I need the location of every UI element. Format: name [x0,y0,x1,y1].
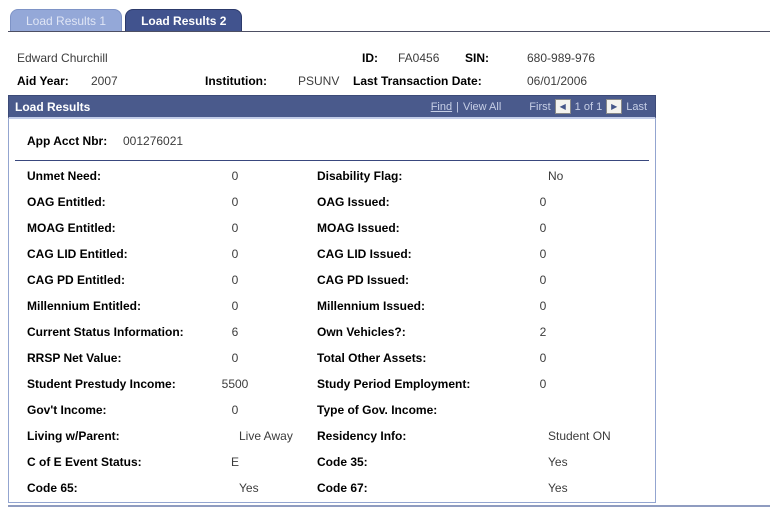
field-value: Live Away [239,429,293,443]
field-value: 0 [539,195,547,209]
field-value: Student ON [548,429,611,443]
field-value: Yes [548,455,568,469]
field-label: Current Status Information: [27,325,184,339]
field-value: 0 [231,351,239,365]
field-label: Gov't Income: [27,403,107,417]
field-label: Code 35: [317,455,368,469]
id-label: ID: [362,51,378,65]
sin-label: SIN: [465,51,489,65]
load-results-groupbox [8,96,656,503]
tab-load-results-1[interactable]: Load Results 1 [10,9,122,31]
field-value: 0 [231,273,239,287]
app-acct-value: 001276021 [123,134,184,148]
field-value: 0 [231,195,239,209]
view-all-link[interactable]: View All [462,100,502,113]
field-row [9,241,655,267]
aid-year-label: Aid Year: [17,74,69,88]
field-row [9,371,655,397]
field-value: 0 [539,221,547,235]
field-value: 0 [231,403,239,417]
field-row [9,215,655,241]
field-label: Unmet Need: [27,169,102,183]
field-value: 0 [539,377,547,391]
field-label: MOAG Entitled: [27,221,116,235]
tab-underline [8,31,770,32]
field-label: Type of Gov. Income: [317,403,438,417]
field-label: Residency Info: [317,429,407,443]
field-value: 0 [231,299,239,313]
field-row [9,319,655,345]
field-label: Own Vehicles?: [317,325,406,339]
field-value: 6 [231,325,239,339]
field-value: No [548,169,564,183]
tab-load-results-2[interactable]: Load Results 2 [125,9,242,31]
field-row [9,189,655,215]
field-label: Study Period Employment: [317,377,471,391]
bottom-divider [8,505,770,507]
field-row [9,345,655,371]
field-row [9,163,655,189]
tab-bar [10,9,242,31]
app-acct-label: App Acct Nbr: [27,134,108,148]
field-label: Total Other Assets: [317,351,427,365]
field-label: CAG PD Entitled: [27,273,125,287]
field-value: 5500 [221,377,249,391]
field-label: MOAG Issued: [317,221,400,235]
field-label: Student Prestudy Income: [27,377,176,391]
field-value: 0 [231,247,239,261]
sin-value: 680-989-976 [527,51,596,65]
field-label: C of E Event Status: [27,455,142,469]
field-label: CAG LID Issued: [317,247,412,261]
field-row [9,293,655,319]
app-acct-row [9,119,655,153]
field-label: CAG PD Issued: [317,273,410,287]
prev-page-button[interactable] [555,99,571,114]
first-label: First [529,100,551,113]
student-name: Edward Churchill [17,51,108,65]
field-value: 0 [539,351,547,365]
aid-year-value: 2007 [91,74,118,88]
field-row [9,475,655,501]
field-value: 0 [539,299,547,313]
page-indicator: 1 of 1 [574,100,603,113]
field-label: OAG Issued: [317,195,390,209]
last-transaction-value: 06/01/2006 [527,74,588,88]
field-grid [9,163,655,501]
field-row [9,397,655,423]
field-value: Yes [548,481,568,495]
field-label: Millennium Issued: [317,299,426,313]
field-value: 0 [539,247,547,261]
field-value: Yes [239,481,259,495]
field-label: Code 67: [317,481,368,495]
find-link[interactable]: Find [430,100,453,113]
next-page-button[interactable] [606,99,622,114]
field-label: OAG Entitled: [27,195,106,209]
level-separator [15,160,649,161]
field-label: Millennium Entitled: [27,299,141,313]
institution-label: Institution: [205,74,267,88]
field-row [9,423,655,449]
field-label: RRSP Net Value: [27,351,122,365]
group-nav [431,99,647,114]
field-value: 0 [539,273,547,287]
field-row [9,449,655,475]
next-page-icon: ▶ [611,101,618,111]
institution-value: PSUNV [298,74,340,88]
group-header-bar [8,95,656,119]
group-title: Load Results [15,99,91,114]
field-value: 0 [231,169,239,183]
last-transaction-label: Last Transaction Date: [353,74,482,88]
field-label: Living w/Parent: [27,429,120,443]
field-label: Disability Flag: [317,169,403,183]
link-separator: | [456,100,459,113]
field-value: E [230,455,239,469]
previous-page-icon: ◀ [559,101,566,111]
field-label: CAG LID Entitled: [27,247,128,261]
id-value: FA0456 [398,51,440,65]
field-label: Code 65: [27,481,78,495]
field-value: 0 [231,221,239,235]
field-value: 2 [539,325,547,339]
field-row [9,267,655,293]
last-label: Last [626,100,647,113]
